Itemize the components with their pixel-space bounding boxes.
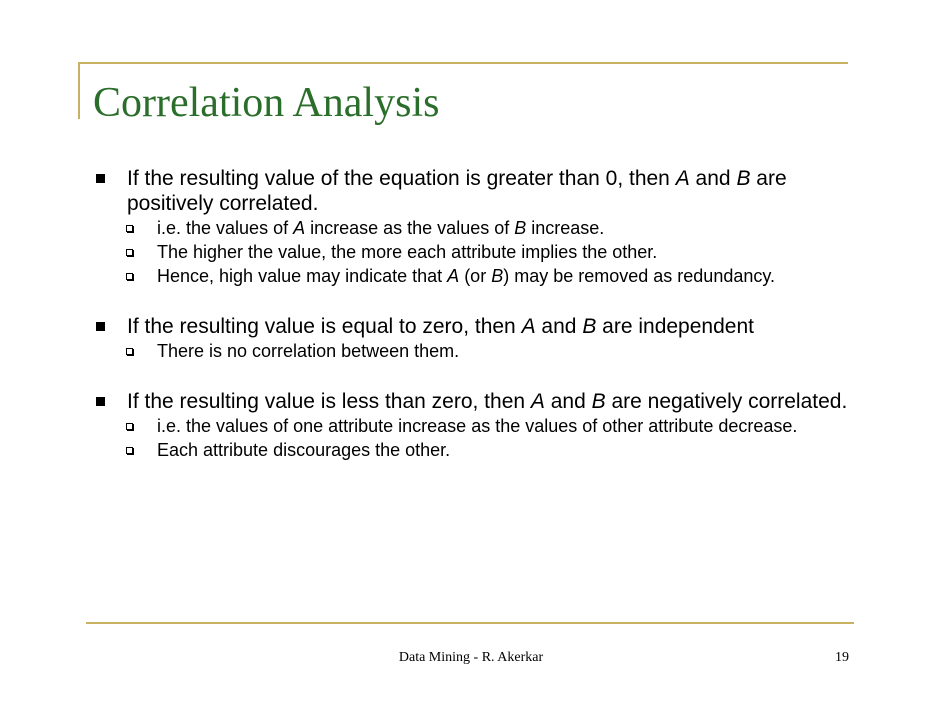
square-bullet-icon xyxy=(96,322,105,331)
slide-title: Correlation Analysis xyxy=(93,80,440,126)
sub-bullet-item: Each attribute discourages the other. xyxy=(157,439,850,462)
bullet-block-negative xyxy=(90,389,850,462)
bullet-block-positive xyxy=(90,166,850,288)
sub-bullet-item: i.e. the values of A increase as the values of B increase. xyxy=(157,217,850,240)
hollow-square-bullet-icon xyxy=(126,273,133,280)
sub-bullet-item: Hence, high value may indicate that A (or B) may be removed as redundancy. xyxy=(157,265,850,288)
bullet-item: If the resulting value is equal to zero, then A and B are independent xyxy=(90,314,850,339)
square-bullet-icon xyxy=(96,397,105,406)
bullet-item: If the resulting value of the equation is greater than 0, then A and B are positively correlated. xyxy=(90,166,850,216)
hollow-square-bullet-icon xyxy=(126,348,133,355)
sub-bullet-item: There is no correlation between them. xyxy=(157,340,850,363)
bullet-item: If the resulting value is less than zero, then A and B are negatively correlated. xyxy=(90,389,850,414)
footer-rule xyxy=(86,622,854,624)
page-number: 19 xyxy=(835,650,849,665)
bullet-block-zero xyxy=(90,314,850,363)
hollow-square-bullet-icon xyxy=(126,447,133,454)
sub-bullet-item: i.e. the values of one attribute increase as the values of other attribute decrease. xyxy=(157,415,850,438)
hollow-square-bullet-icon xyxy=(126,225,133,232)
footer-author: Data Mining - R. Akerkar xyxy=(398,650,544,665)
square-bullet-icon xyxy=(96,174,105,183)
hollow-square-bullet-icon xyxy=(126,423,133,430)
frame-top-line xyxy=(78,62,848,64)
sub-bullet-item: The higher the value, the more each attribute implies the other. xyxy=(157,241,850,264)
slide-content xyxy=(90,166,850,488)
hollow-square-bullet-icon xyxy=(126,249,133,256)
frame-left-line xyxy=(78,62,80,119)
